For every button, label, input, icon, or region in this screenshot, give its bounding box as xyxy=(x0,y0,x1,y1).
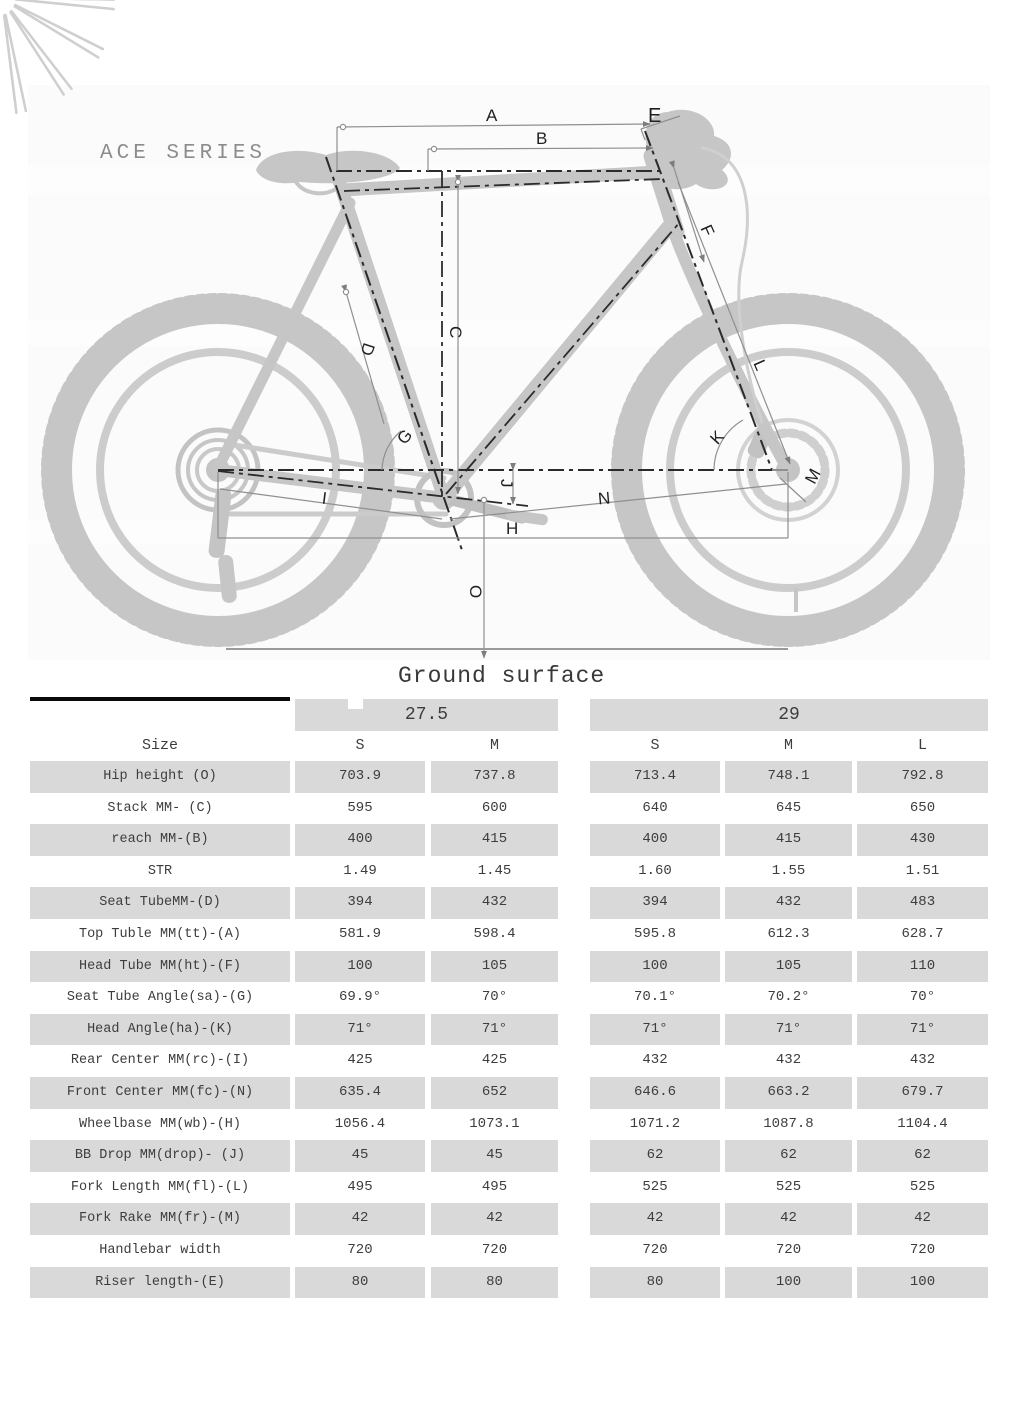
group-header-27-5 xyxy=(295,699,558,731)
table-row xyxy=(30,1014,988,1046)
cell-value: 62 xyxy=(857,1140,988,1172)
cell-value: 720 xyxy=(775,1241,802,1258)
cell-value: 70° xyxy=(909,989,936,1006)
cell-value: 432 xyxy=(909,1052,936,1069)
dim-label-m: M xyxy=(801,465,825,487)
row-label: Rear Center MM(rc)-(I) xyxy=(70,1053,250,1069)
size-col-29-m: M xyxy=(783,737,793,754)
cell-value: 1087.8 xyxy=(763,1115,814,1132)
group-header-29 xyxy=(590,699,988,731)
row-label: STR xyxy=(147,863,173,879)
cell-value: 652 xyxy=(431,1077,558,1109)
cell-value: 1056.4 xyxy=(334,1115,386,1132)
size-header-label: Size xyxy=(141,737,178,754)
cell-value: 42 xyxy=(725,1203,852,1235)
bike-geometry-diagram xyxy=(0,0,1024,695)
cell-value: 595.8 xyxy=(633,925,676,942)
series-title: ACE SERIES xyxy=(100,142,267,165)
dim-label-c: C xyxy=(446,326,465,339)
cell-value: 430 xyxy=(857,824,988,856)
cell-value: 42 xyxy=(857,1203,988,1235)
cell-value: 105 xyxy=(725,951,852,983)
row-label: Top Tuble MM(tt)-(A) xyxy=(78,926,242,942)
cell-value: 100 xyxy=(857,1267,988,1299)
cell-value: 525 xyxy=(775,1178,802,1195)
cell-value: 415 xyxy=(725,824,852,856)
cell-value: 1.51 xyxy=(905,862,940,879)
row-label: Fork Rake MM(fr)-(M) xyxy=(30,1203,290,1235)
size-col-29-l: L xyxy=(917,737,927,754)
cell-value: 80 xyxy=(431,1267,558,1299)
cell-value: 703.9 xyxy=(295,761,425,793)
table-row xyxy=(30,1267,988,1299)
table-row xyxy=(30,1203,988,1235)
row-label: Riser length-(E) xyxy=(30,1267,290,1299)
cell-value: 42 xyxy=(295,1203,425,1235)
cell-value: 70° xyxy=(481,989,508,1006)
cell-value: 71° xyxy=(725,1014,852,1046)
cell-value: 42 xyxy=(431,1203,558,1235)
table-top-rule xyxy=(30,697,290,701)
cell-value: 713.4 xyxy=(590,761,720,793)
table-row xyxy=(30,1172,988,1204)
row-label: BB Drop MM(drop)- (J) xyxy=(30,1140,290,1172)
dim-label-a: A xyxy=(486,106,498,125)
cell-value: 720 xyxy=(347,1241,373,1258)
row-label: Wheelbase MM(wb)-(H) xyxy=(78,1116,242,1132)
dim-label-j: J xyxy=(497,479,516,488)
cell-value: 70.1° xyxy=(633,989,676,1006)
cell-value: 525 xyxy=(909,1178,936,1195)
cell-value: 792.8 xyxy=(857,761,988,793)
group-label: 29 xyxy=(778,705,800,725)
row-label: Head Tube MM(ht)-(F) xyxy=(30,951,290,983)
size-col-27-5-m: M xyxy=(489,737,499,754)
table-row xyxy=(30,1045,988,1077)
cell-value: 645 xyxy=(775,799,802,816)
row-label: Seat TubeMM-(D) xyxy=(30,887,290,919)
cell-value: 737.8 xyxy=(431,761,558,793)
table-row xyxy=(30,793,988,825)
cell-value: 600 xyxy=(481,799,508,816)
cell-value: 432 xyxy=(775,1052,802,1069)
cell-value: 100 xyxy=(295,951,425,983)
cell-value: 720 xyxy=(642,1241,668,1258)
cell-value: 80 xyxy=(295,1267,425,1299)
cell-value: 628.7 xyxy=(901,925,944,942)
table-row xyxy=(30,887,988,919)
cell-value: 71° xyxy=(431,1014,558,1046)
cell-value: 640 xyxy=(642,799,668,816)
geometry-table-rows xyxy=(30,761,988,1298)
cell-value: 432 xyxy=(725,887,852,919)
cell-value: 525 xyxy=(642,1178,668,1195)
dim-label-e: E xyxy=(648,105,662,127)
cell-value: 80 xyxy=(590,1267,720,1299)
cell-value: 62 xyxy=(590,1140,720,1172)
cell-value: 400 xyxy=(590,824,720,856)
cell-value: 71° xyxy=(295,1014,425,1046)
cell-value: 720 xyxy=(909,1241,936,1258)
cell-value: 110 xyxy=(857,951,988,983)
cell-value: 394 xyxy=(295,887,425,919)
cell-value: 748.1 xyxy=(725,761,852,793)
row-label: Fork Length MM(fl)-(L) xyxy=(70,1179,250,1195)
cell-value: 612.3 xyxy=(767,925,810,942)
size-col-27-5-s: S xyxy=(355,737,365,754)
cell-value: 646.6 xyxy=(590,1077,720,1109)
cell-value: 105 xyxy=(431,951,558,983)
cell-value: 62 xyxy=(725,1140,852,1172)
table-row xyxy=(30,1109,988,1141)
cell-value: 70.2° xyxy=(767,989,810,1006)
size-header-row xyxy=(30,731,988,761)
row-label: Front Center MM(fc)-(N) xyxy=(30,1077,290,1109)
ground-surface-label: Ground surface xyxy=(398,663,606,689)
cell-value: 720 xyxy=(481,1241,508,1258)
row-label: Stack MM- (C) xyxy=(107,800,213,816)
cell-value: 483 xyxy=(857,887,988,919)
dim-label-f: F xyxy=(696,221,719,240)
cell-value: 45 xyxy=(431,1140,558,1172)
cell-value: 1.55 xyxy=(771,862,806,879)
cell-value: 100 xyxy=(725,1267,852,1299)
dim-label-h: H xyxy=(506,519,519,538)
row-label: Head Angle(ha)-(K) xyxy=(30,1014,290,1046)
cell-value: 71° xyxy=(857,1014,988,1046)
row-label: Handlebar width xyxy=(99,1242,221,1258)
dim-label-g: G xyxy=(393,425,417,449)
cell-value: 663.2 xyxy=(725,1077,852,1109)
cell-value: 432 xyxy=(642,1052,668,1069)
table-row xyxy=(30,919,988,951)
cell-value: 495 xyxy=(347,1178,373,1195)
cell-value: 45 xyxy=(295,1140,425,1172)
table-row xyxy=(30,1077,988,1109)
dim-label-l: L xyxy=(749,356,771,374)
cell-value: 100 xyxy=(590,951,720,983)
dim-label-n: N xyxy=(597,488,612,509)
cell-value: 394 xyxy=(590,887,720,919)
table-row xyxy=(30,824,988,856)
table-row xyxy=(30,951,988,983)
group-label: 27.5 xyxy=(404,705,449,725)
row-label: Hip height (O) xyxy=(30,761,290,793)
cell-value: 495 xyxy=(481,1178,508,1195)
dim-label-b: B xyxy=(536,129,548,148)
dim-label-i: I xyxy=(320,488,328,509)
cell-value: 1.45 xyxy=(477,862,512,879)
cell-value: 635.4 xyxy=(295,1077,425,1109)
size-col-29-s: S xyxy=(650,737,660,754)
cell-value: 1.49 xyxy=(343,862,377,879)
cell-value: 581.9 xyxy=(338,925,381,942)
cell-value: 69.9° xyxy=(338,989,381,1006)
table-row xyxy=(30,1140,988,1172)
cell-value: 1073.1 xyxy=(469,1115,520,1132)
table-row xyxy=(30,982,988,1014)
cell-value: 598.4 xyxy=(473,925,516,942)
dim-label-d: D xyxy=(356,340,379,359)
table-row xyxy=(30,856,988,888)
cell-value: 679.7 xyxy=(857,1077,988,1109)
cell-value: 42 xyxy=(590,1203,720,1235)
cell-value: 1071.2 xyxy=(629,1115,681,1132)
table-row xyxy=(30,761,988,793)
dim-label-o: O xyxy=(466,585,485,599)
cell-value: 71° xyxy=(590,1014,720,1046)
cell-value: 432 xyxy=(431,887,558,919)
cell-value: 425 xyxy=(481,1052,508,1069)
geometry-table xyxy=(30,697,988,1298)
dim-label-k: K xyxy=(706,427,729,449)
cell-value: 400 xyxy=(295,824,425,856)
cell-value: 425 xyxy=(347,1052,373,1069)
header-notch xyxy=(348,699,363,709)
row-label: reach MM-(B) xyxy=(30,824,290,856)
cell-value: 415 xyxy=(431,824,558,856)
row-label: Seat Tube Angle(sa)-(G) xyxy=(66,990,254,1006)
wheel-size-group-row xyxy=(30,697,988,731)
cell-value: 1104.4 xyxy=(897,1115,948,1132)
cell-value: 595 xyxy=(347,799,373,816)
table-row xyxy=(30,1235,988,1267)
cell-value: 1.60 xyxy=(638,862,672,879)
cell-value: 650 xyxy=(909,799,936,816)
